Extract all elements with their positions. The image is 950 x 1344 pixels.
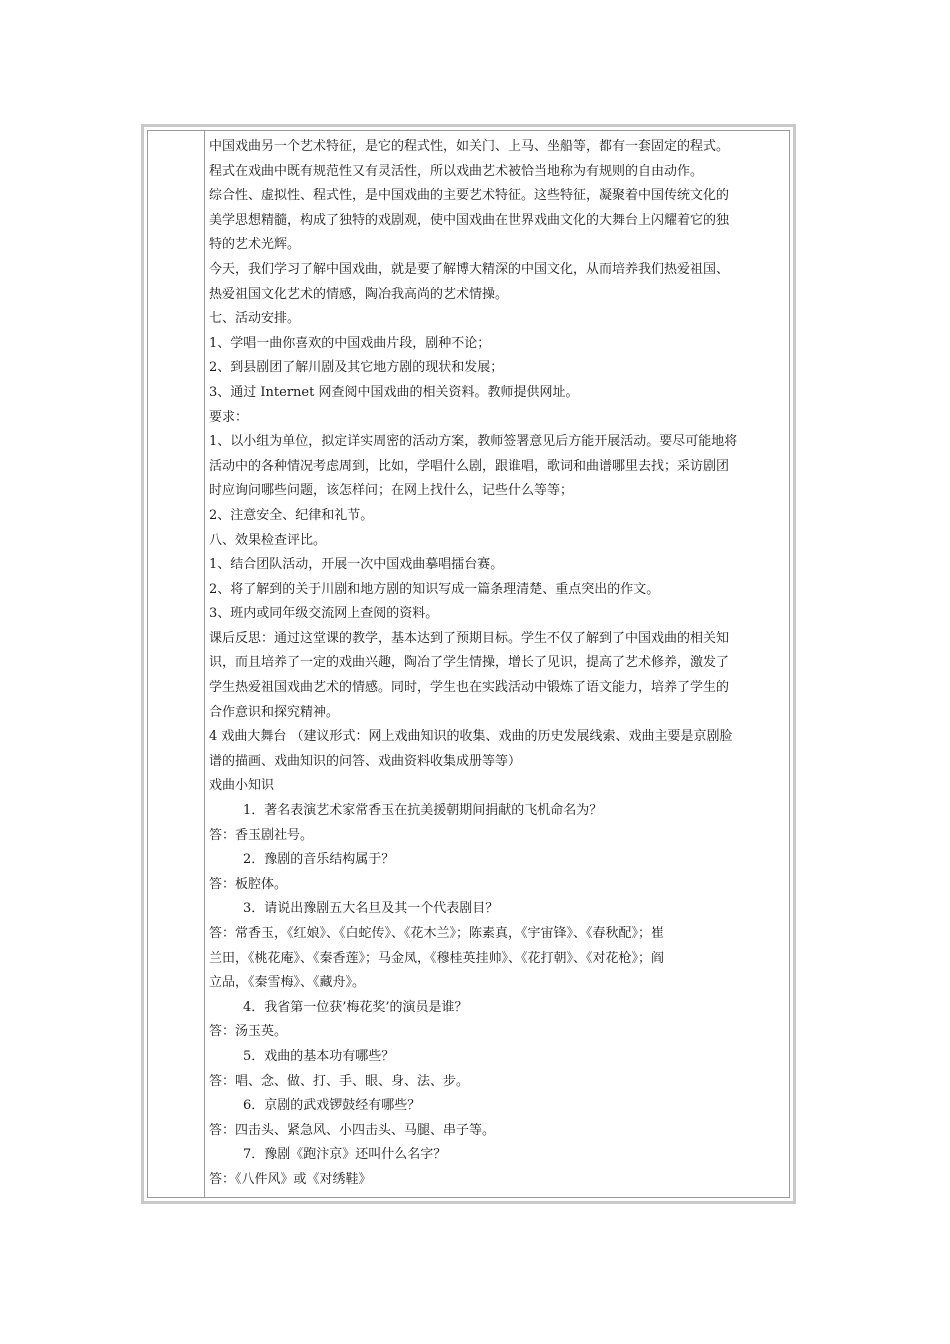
text-line: 学生热爱祖国戏曲艺术的情感。同时，学生也在实践活动中锻炼了语文能力，培养了学生的 [209, 680, 730, 696]
text-line: 程式在戏曲中既有规范性又有灵活性，所以戏曲艺术被恰当地称为有规则的自由动作。 [209, 163, 704, 179]
text-line: 2．豫剧的音乐结构属于？ [243, 852, 395, 868]
text-line: 谱的描画、戏曲知识的问答、戏曲资料收集成册等等） [209, 753, 522, 769]
text-line: 七、活动安排。 [209, 311, 301, 327]
text-line: 2、将了解到的关于川剧和地方剧的知识写成一篇条理清楚、重点突出的作文。 [209, 581, 660, 597]
text-line: 答：四击头、紧急风、小四击头、马腿、串子等。 [209, 1122, 496, 1138]
text-line: 1．著名表演艺术家常香玉在抗美援朝期间捐献的飞机命名为？ [243, 803, 603, 819]
text-line: 今天，我们学习了解中国戏曲，就是要了解博大精深的中国文化，从而培养我们热爱祖国、 [209, 261, 730, 277]
text-line: 识，而且培养了一定的戏曲兴趣，陶冶了学生情操，增长了见识，提高了艺术修养，激发了 [209, 655, 730, 671]
text-line: 2、到县剧团了解川剧及其它地方剧的现状和发展； [209, 360, 504, 376]
text-line: 3、班内或同年级交流网上查阅的资料。 [209, 606, 439, 622]
text-line: 4 戏曲大舞台 （建议形式：网上戏曲知识的收集、戏曲的历史发展线索、戏曲主要是京剧脸 [209, 729, 733, 745]
text-line: 合作意识和探究精神。 [209, 704, 340, 720]
text-line: 立品，《秦雪梅》、《藏舟》。 [209, 975, 366, 991]
document-table [141, 124, 796, 1204]
text-line: 答：唱、念、做、打、手、眼、身、法、步。 [209, 1073, 470, 1089]
table-left-cell [148, 131, 205, 1197]
text-line: 时应询问哪些问题，该怎样问；在网上找什么，记些什么等等； [209, 483, 574, 499]
text-line: 1、以小组为单位，拟定详实周密的活动方案，教师签署意见后方能开展活动。要尽可能地将 [209, 434, 738, 450]
text-line: 热爱祖国文化艺术的情感，陶冶我高尚的艺术情操。 [209, 286, 509, 302]
text-line: 答：《八件风》或《对绣鞋》 [209, 1171, 372, 1187]
text-line: 八、效果检查评比。 [209, 532, 327, 548]
text-line: 特的艺术光辉。 [209, 237, 301, 253]
text-line: 3．请说出豫剧五大名旦及其一个代表剧目？ [243, 901, 499, 917]
text-line: 答：香玉剧社号。 [209, 827, 314, 843]
text-line: 兰田，《桃花庵》、《秦香莲》；马金凤，《穆桂英挂帅》、《花打朝》、《对花枪》；阎 [209, 950, 665, 966]
text-line: 活动中的各种情况考虑周到，比如，学唱什么剧，跟谁唱，歌词和曲谱哪里去找；采访剧团 [209, 458, 730, 474]
text-line: 要求： [209, 409, 249, 425]
text-line: 美学思想精髓，构成了独特的戏剧观，使中国戏曲在世界戏曲文化的大舞台上闪耀着它的独 [209, 212, 730, 228]
text-line: 中国戏曲另一个艺术特征，是它的程式性，如关门、上马、坐船等，都有一套固定的程式。 [209, 139, 730, 154]
text-line: 答：板腔体。 [209, 876, 288, 892]
text-line: 答：常香玉，《红娘》、《白蛇传》、《花木兰》；陈素真，《宇宙锋》、《春秋配》；崔 [209, 926, 665, 941]
text-line: 6．京剧的武戏锣鼓经有哪些？ [243, 1098, 421, 1114]
text-line: 3、通过 Internet 网查阅中国戏曲的相关资料。教师提供网址。 [209, 384, 579, 400]
text-line: 1、学唱一曲你喜欢的中国戏曲片段，剧种不论； [209, 335, 491, 351]
table-inner-border [147, 130, 790, 1198]
text-line: 戏曲小知识 [209, 778, 275, 794]
text-line: 4．我省第一位获’梅花奖’的演员是谁？ [243, 999, 468, 1015]
text-line: 7．豫剧《跑汴京》还叫什么名字？ [243, 1147, 447, 1163]
document-body [209, 135, 785, 1193]
text-line: 答：汤玉英。 [209, 1024, 288, 1040]
text-line: 课后反思：通过这堂课的教学，基本达到了预期目标。学生不仅了解到了中国戏曲的相关知 [209, 630, 730, 646]
text-line: 1、结合团队活动，开展一次中国戏曲摹唱擂台赛。 [209, 557, 504, 573]
text-line: 综合性、虚拟性、程式性，是中国戏曲的主要艺术特征。这些特征，凝聚着中国传统文化的 [209, 188, 730, 204]
text-line: 2、注意安全、纪律和礼节。 [209, 507, 374, 523]
text-line: 5．戏曲的基本功有哪些？ [243, 1048, 395, 1064]
